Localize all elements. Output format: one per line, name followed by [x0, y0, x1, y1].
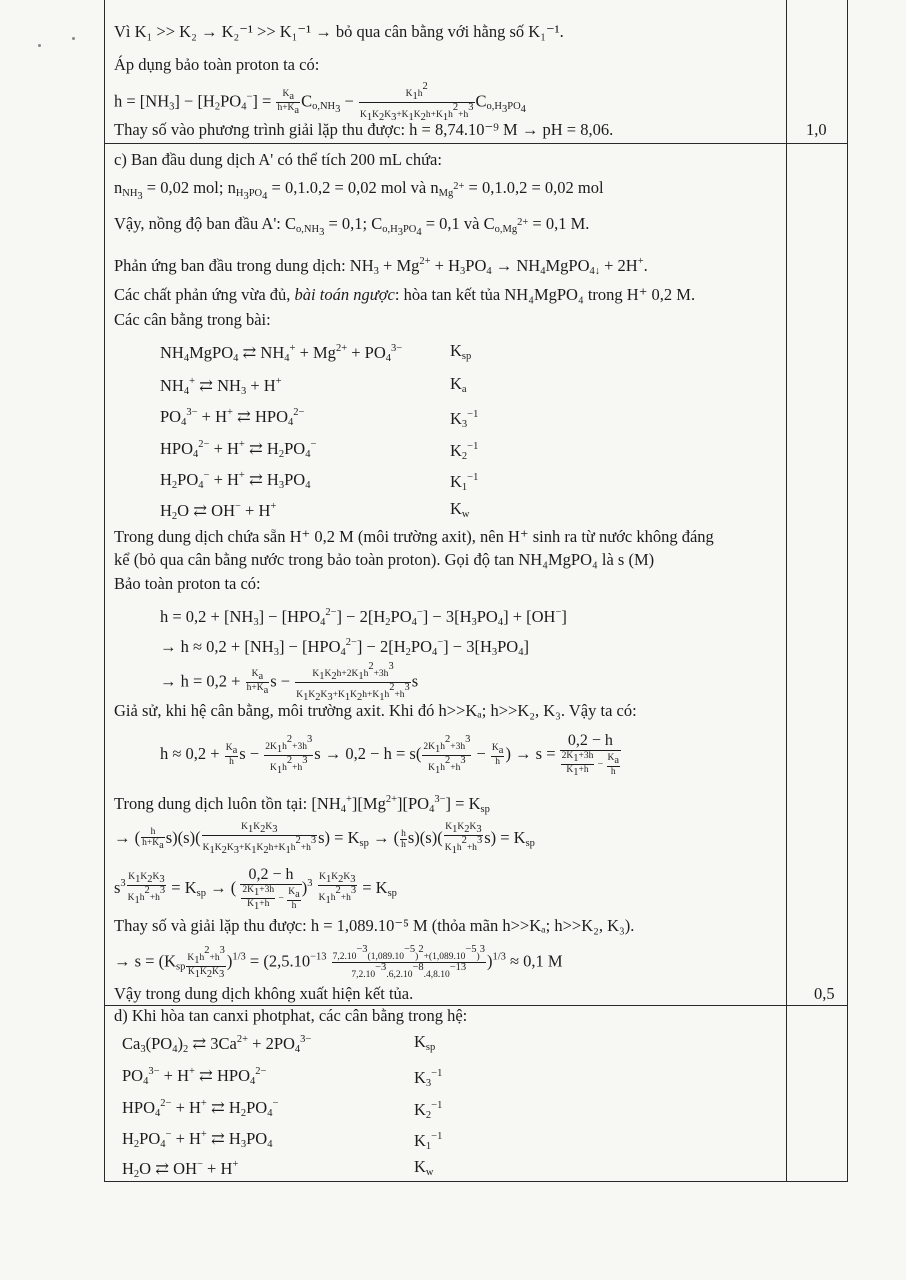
- d-equilibrium-k2: $HPO_4^{2-} + H^+$ ⇄ $H_2PO_4^-$: [122, 1098, 279, 1119]
- d-constant-k2-inverse: $K_2^{-1}$: [414, 1100, 443, 1121]
- part-b-line-1: Vì K₁ >> K₂ → K₂⁻¹ >> K₁⁻¹ → bỏ qua cân bằng với hằng số K₁⁻¹.: [114, 22, 564, 41]
- d-equilibrium-k1: $H_2PO_4^- + H^+$ ⇄ $H_3PO_4$: [122, 1129, 273, 1150]
- solubility-result: → $s = (K_{sp}$ $\frac{K_1h^2+h^3}{K_1K_2K_3}$ )$^{1/3} = (2,5.10^{-13}$ $\frac{7,2.10^{-3}(1,089.10^{-5})^2+(1,089.10^{-5})^3}{7,2.10^{-3}.6,2.10^{-8}.4,8.10^{-13}}$ )$^{1/3}$ ≈ 0,1 M: [114, 944, 563, 980]
- proton-balance-eq-2: → $h \approx 0,2 + [NH_3] - [HPO_4^{2-}] - 2[H_2PO_4^-] - 3[H_3PO_4]$: [160, 637, 529, 658]
- constant-kw: $K_w$: [450, 499, 470, 520]
- proton-balance-eq-1: $h = 0,2 + [NH_3] - [HPO_4^{2-}] - 2[H_2PO_4^-] - 3[H_3PO_4] + [OH^-]$: [160, 607, 567, 628]
- constant-ka: $K_a$: [450, 374, 467, 395]
- proton-balance-label: Bảo toàn proton ta có:: [114, 574, 261, 593]
- approximation-equation: h ≈ 0,2 + $\frac{K_a}{h}$ s − $\frac{2K_1h^2+3h^3}{K_1h^2+h^3}$ s → 0,2 − h = s( $\frac{2K_1h^2+3h^3}{K_1h^2+h^3}$ − $\frac{K_a}{h}$ ) → s = 0,2 − h $\frac{2K_1+3h}{K_1+h}$ − $\frac{K_a}{h}$: [160, 732, 620, 778]
- d-equilibrium-kw: $H_2O$ ⇄ OH− + H+: [122, 1159, 239, 1180]
- score-c: 0,5: [814, 984, 835, 1003]
- d-constant-k3-inverse: $K_3^{-1}$: [414, 1068, 443, 1089]
- ksp-condition: Trong dung dịch luôn tồn tại: $[NH_4^+][Mg^{2+}][PO_4^{3-}] = K_{sp}$: [114, 794, 490, 815]
- part-c-intro: c) Ban đầu dung dịch A' có thể tích 200 mL chứa:: [114, 150, 442, 169]
- part-d-intro: d) Khi hòa tan canxi photphat, các cân bằng trong hệ:: [114, 1006, 468, 1025]
- equilibrium-k2: $HPO_4^{2-} + H^+$ ⇄ $H_2PO_4^-$: [160, 439, 317, 460]
- proton-balance-equation-b: $h = [NH_3] - [H_2PO_4^-]$ = $\frac{K_a}{h+K_a}$ $C_{o,NH_3}$ − $\frac{K_1h^2}{K_1K_2K_3+K_1K_2h+K_1h^2+h^3}$ $C_{o,H_3PO_4}$: [114, 81, 526, 123]
- paragraph-line-1: Trong dung dịch chứa sẵn H⁺ 0,2 M (môi trường axit), nên H⁺ sinh ra từ nước không đáng: [114, 527, 714, 546]
- moles-equation: $n_{NH_3} = 0,02$ mol; $n_{H_3PO_4} = 0,1.0,2 = 0,02$ mol và $n_{Mg^{2+}} = 0,1.0,2 = 0,02$ mol: [114, 178, 604, 202]
- equilibrium-k3: $PO_4^{3-} + H^+$ ⇄ $HPO_4^{2-}$: [160, 407, 305, 428]
- ksp-substitution-eq: → ( $\frac{h}{h+K_a}$ s)(s)( $\frac{K_1K_2K_3}{K_1K_2K_3+K_1K_2h+K_1h^2+h^3}$ $s) = K_{sp}$ → ( $\frac{h}{h}$ s)(s)( $\frac{K_1K_2K_3}{K_1h^2+h^3}$ $s) = K_{sp}$: [114, 822, 535, 856]
- d-constant-ksp: $K_{sp}$: [414, 1032, 436, 1053]
- s-cubed-equation: $s^3$ $\frac{K_1K_2K_3}{K_1h^2+h^3}$ = $K_{sp}$ → ( 0,2 − h $\frac{2K_1+3h}{K_1+h}$ − $\frac{K_a}{h}$ )$^3$ $\frac{K_1K_2K_3}{K_1h^2+h^3}$ = $K_{sp}$: [114, 866, 397, 912]
- constant-k1-inverse: $K_1^{-1}$: [450, 472, 479, 493]
- constant-k2-inverse: $K_2^{-1}$: [450, 441, 479, 462]
- d-constant-k1-inverse: $K_1^{-1}$: [414, 1131, 443, 1152]
- equilibrium-ksp: $NH_4MgPO_4$ ⇄ $NH_4^+ + Mg^{2+} + PO_4^{3-}$: [160, 343, 403, 364]
- constant-k3-inverse: $K_3^{-1}$: [450, 409, 479, 430]
- d-constant-kw: $K_w$: [414, 1157, 434, 1178]
- assumption-line: Giả sử, khi hệ cân bằng, môi trường axit. Khi đó h>>Kₐ; h>>K₂, K₃. Vậy ta có:: [114, 701, 637, 720]
- reverse-problem-line: Các chất phản ứng vừa đủ, bài toán ngược: hòa tan kết tủa NH₄MgPO₄ trong H⁺ 0,2 M.: [114, 285, 696, 304]
- equilibrium-k1: $H_2PO_4^- + H^+$ ⇄ $H_3PO_4$: [160, 470, 311, 491]
- constant-ksp: $K_{sp}$: [450, 341, 472, 362]
- score-b: 1,0: [806, 120, 827, 139]
- part-b-line-4: Thay số vào phương trình giải lặp thu được: h = 8,74.10⁻⁹ M → pH = 8,06.: [114, 120, 614, 139]
- proton-balance-eq-3: → h = 0,2 + $\frac{K_a}{h+K_a}$ s − $\frac{K_1K_2h+2K_1h^2+3h^3}{K_1K_2K_3+K_1K_2h+K_1h^2+h^3}$ s: [160, 661, 419, 703]
- row-divider: [104, 143, 848, 144]
- d-equilibrium-k3: $PO_4^{3-} + H^+$ ⇄ $HPO_4^{2-}$: [122, 1066, 267, 1087]
- equilibrium-ka: $NH_4^+$ ⇄ $NH_3 + H^+$: [160, 376, 282, 397]
- initial-concentration-equation: Vậy, nồng độ ban đầu A': $C_{o,NH_3} = 0,1$; $C_{o,H_3PO_4} = 0,1$ và $C_{o,Mg^{2+}} = 0,1$ M.: [114, 214, 590, 238]
- conclusion-line: Vậy trong dung dịch không xuất hiện kết tủa.: [114, 984, 414, 1003]
- equilibria-label: Các cân bằng trong bài:: [114, 310, 271, 329]
- paragraph-line-2: kể (bỏ qua cân bằng nước trong bảo toàn proton). Gọi độ tan NH₄MgPO₄ là s (M): [114, 550, 655, 569]
- d-equilibrium-ksp: $Ca_3(PO_4)_2$ ⇄ $3Ca^{2+} + 2PO_4^{3-}$: [122, 1034, 312, 1055]
- part-b-line-2: Áp dụng bảo toàn proton ta có:: [114, 55, 320, 74]
- solution-line: Thay số và giải lặp thu được: h = 1,089.10⁻⁵ M (thỏa mãn h>>Kₐ; h>>K₂, K₃).: [114, 916, 635, 935]
- equilibrium-kw: $H_2O$ ⇄ OH− + H+: [160, 501, 277, 522]
- initial-reaction: Phản ứng ban đầu trong dung dịch: $NH_3 + Mg^{2+} + H_3PO_4$ → $NH_4MgPO_{4↓} + 2H^+$.: [114, 256, 648, 277]
